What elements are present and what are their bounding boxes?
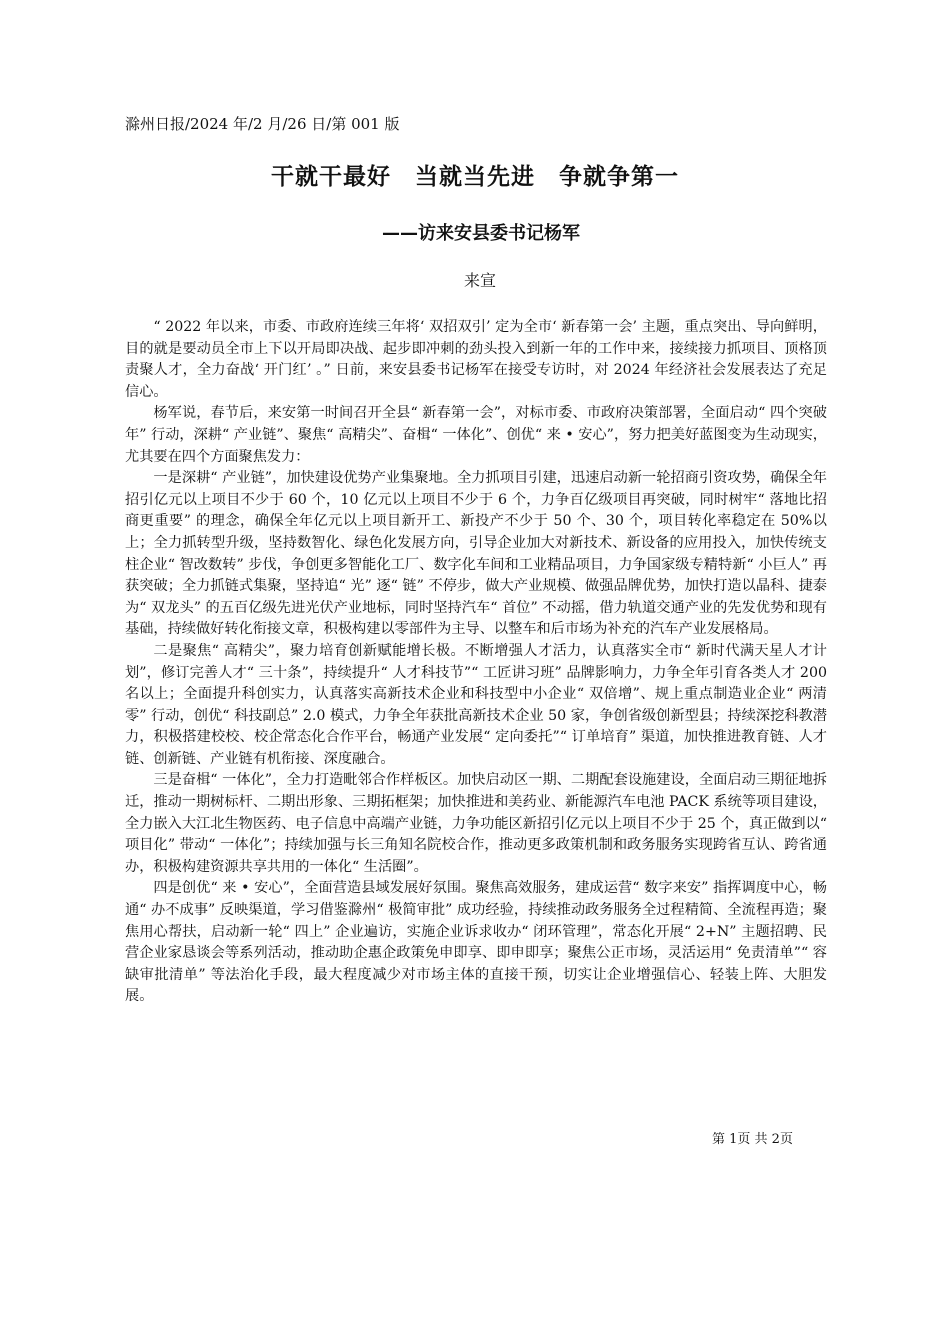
article-subtitle: ——访来安县委书记杨军 <box>382 223 580 244</box>
paragraph-point-four: 四是创优“ 来 • 安心”，全面营造县域发展好氛围。聚焦高效服务，建成运营“ 数字来安” 指挥调度中心，畅通“ 办不成事” 反映渠道，学习借鉴滁州“ 极简审批” 成功经验，持续推动政务服务全过程精简、全流程再造；聚焦用心帮扶，启动新一轮“ 四上” 企业遍访，实施企业诉求收办“ 闭环管理”，常态化开展“ 2+N” 主题招聘、民营企业家恳谈会等系列活动，推动助企惠企政策免申即享、即申即享；聚焦公正市场，灵活运用“ 免责清单”“ 容缺审批清单” 等法治化手段，最大程度减少对市场主体的直接干预，切实让企业增强信心、轻装上阵、大胆发展。 <box>125 880 827 1005</box>
paragraph-point-three: 三是奋楫“ 一体化”，全力打造毗邻合作样板区。加快启动区一期、二期配套设施建设，全面启动三期征地拆迁，推动一期树标杆、二期出形象、三期拓框架；加快推进和美药业、新能源汽车电池 PACK 系统等项目建设，全力嵌入大江北生物医药、电子信息中高端产业链，力争功能区新招引亿元以上项目不少于 25 个，真正做到以“ 项目化” 带动“ 一体化”；持续加强与长三角知名院校合作，推动更多政策机制和政务服务实现跨省互认、跨省通办，积极构建资源共享共用的一体化“ 生活圈”。 <box>125 772 827 875</box>
paragraph-overview: 杨军说，春节后，来安第一时间召开全县“ 新春第一会”，对标市委、市政府决策部署，全面启动“ 四个突破年” 行动，深耕“ 产业链”、聚焦“ 高精尖”、奋楫“ 一体化”、创优“ 来 • 安心”，努力把美好蓝图变为生动现实，尤其要在四个方面聚焦发力： <box>125 405 827 465</box>
article-body <box>125 317 827 1008</box>
paragraph-point-two: 二是聚焦“ 高精尖”，聚力培育创新赋能增长极。不断增强人才活力，认真落实全市“ 新时代满天星人才计划”，修订完善人才“ 三十条”，持续提升“ 人才科技节”“ 工匠讲习班” 品牌影响力，力争全年引育各类人才 200 名以上；全面提升科创实力，认真落实高新技术企业和科技型中小企业“ 双倍增”、规上重点制造业企业“ 两清零” 行动，创优“ 科技副总” 2.0 模式，力争全年获批高新技术企业 50 家，争创省级创新型县；持续深挖科教潜力，积极搭建校校、校企常态化合作平台，畅通产业发展“ 定向委托”“ 订单培育” 渠道，加快推进教育链、人才链、创新链、产业链有机衔接、深度融合。 <box>125 642 827 767</box>
article-title: 干就干最好 当就当先进 争就争第一 <box>271 164 679 190</box>
article-author: 来宣 <box>463 271 496 290</box>
paragraph-intro: “ 2022 年以来，市委、市政府连续三年将‘ 双招双引’ 定为全市‘ 新春第一会’ 主题，重点突出、导向鲜明，目的就是要动员全市上下以开局即决战、起步即冲刺的劲头投入到新一年的工作中来，接续接力抓项目、顶格顶责聚人才，全力奋战‘ 开门红’ 。” 日前，来安县委书记杨军在接受专访时，对 2024 年经济社会发展表达了充足信心。 <box>125 319 827 400</box>
page-number: 第 1页 共 2页 <box>712 1132 793 1147</box>
paragraph-point-one: 一是深耕“ 产业链”，加快建设优势产业集聚地。全力抓项目引建，迅速启动新一轮招商引资攻势，确保全年招引亿元以上项目不少于 60 个，10 亿元以上项目不少于 6 个，力争百亿级项目再突破，同时树牢“ 落地比招商更重要” 的理念，确保全年亿元以上项目新开工、新投产不少于 50 个、30 个，项目转化率稳定在 50%以上；全力抓转型升级，坚持数智化、绿色化发展方向，引导企业加大对新技术、新设备的应用投入，加快传统支柱企业“ 智改数转” 步伐，争创更多智能化工厂、数字化车间和工业精品项目，力争国家级专精特新“ 小巨人” 再获突破；全力抓链式集聚，坚持追“ 光” 逐“ 链” 不停步，做大产业规模、做强品牌优势，加快打造以晶科、捷泰为“ 双龙头” 的五百亿级先进光伏产业地标，同时坚持汽车“ 首位” 不动摇，借力轨道交通产业的先发优势和现有基础，持续做好转化衔接文章，积极构建以零部件为主导、以整车和后市场为补充的汽车产业发展格局。 <box>125 470 827 638</box>
source-line: 滁州日报/2024 年/2 月/26 日/第 001 版 <box>125 115 400 133</box>
